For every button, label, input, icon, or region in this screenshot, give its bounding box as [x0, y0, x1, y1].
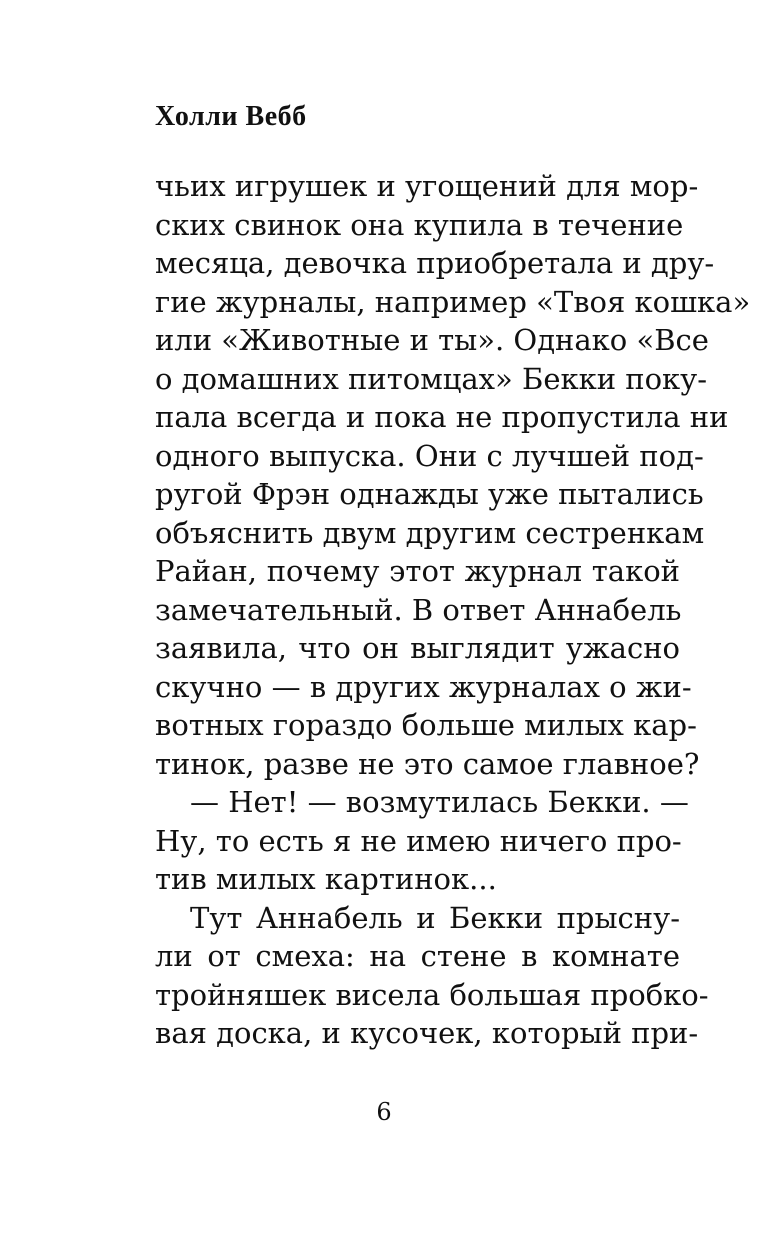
text-line: тройняшек висела большая пробко-: [155, 977, 709, 1012]
text-line: Райан, почему этот журнал такой: [155, 554, 680, 588]
text-line: ских свинок она купила в течение: [155, 207, 684, 242]
text-line: тив милых картинок...: [155, 862, 497, 896]
text-line: пала всегда и пока не пропустила ни: [155, 400, 729, 434]
text-line: ли от смеха: на стене в комнате: [155, 939, 680, 973]
text-line: одного выпуска. Они с лучшей под-: [155, 438, 704, 473]
text-line: или «Животные и ты». Однако «Все: [155, 323, 709, 357]
text-line: тинок, разве не это самое главное?: [155, 746, 700, 781]
text-line: скучно — в других журналах о жи-: [155, 669, 692, 704]
text-line: Тут Аннабель и Бекки прысну-: [190, 900, 680, 935]
text-line: Ну, то есть я не имею ничего про-: [155, 823, 682, 858]
text-line: месяца, девочка приобретала и дру-: [155, 246, 715, 280]
text-line: ругой Фрэн однажды уже пытались: [155, 477, 704, 511]
text-line: о домашних питомцах» Бекки поку-: [155, 361, 708, 396]
text-line: вая доска, и кусочек, который при-: [155, 1016, 699, 1050]
text-line: заявила, что он выглядит ужасно: [155, 631, 680, 665]
text-line: вотных гораздо больше милых кар-: [155, 708, 697, 742]
text-line: замечательный. В ответ Аннабель: [155, 592, 682, 627]
running-head: Холли Вебб: [155, 101, 307, 132]
text-line: гие журналы, например «Твоя кошка»: [155, 284, 751, 319]
text-line: чьих игрушек и угощений для мор-: [155, 169, 699, 203]
page-number: 6: [376, 1098, 392, 1126]
text-line: объяснить двум другим сестренкам: [155, 515, 705, 550]
text-line: — Нет! — возмутилась Бекки. —: [190, 785, 689, 819]
